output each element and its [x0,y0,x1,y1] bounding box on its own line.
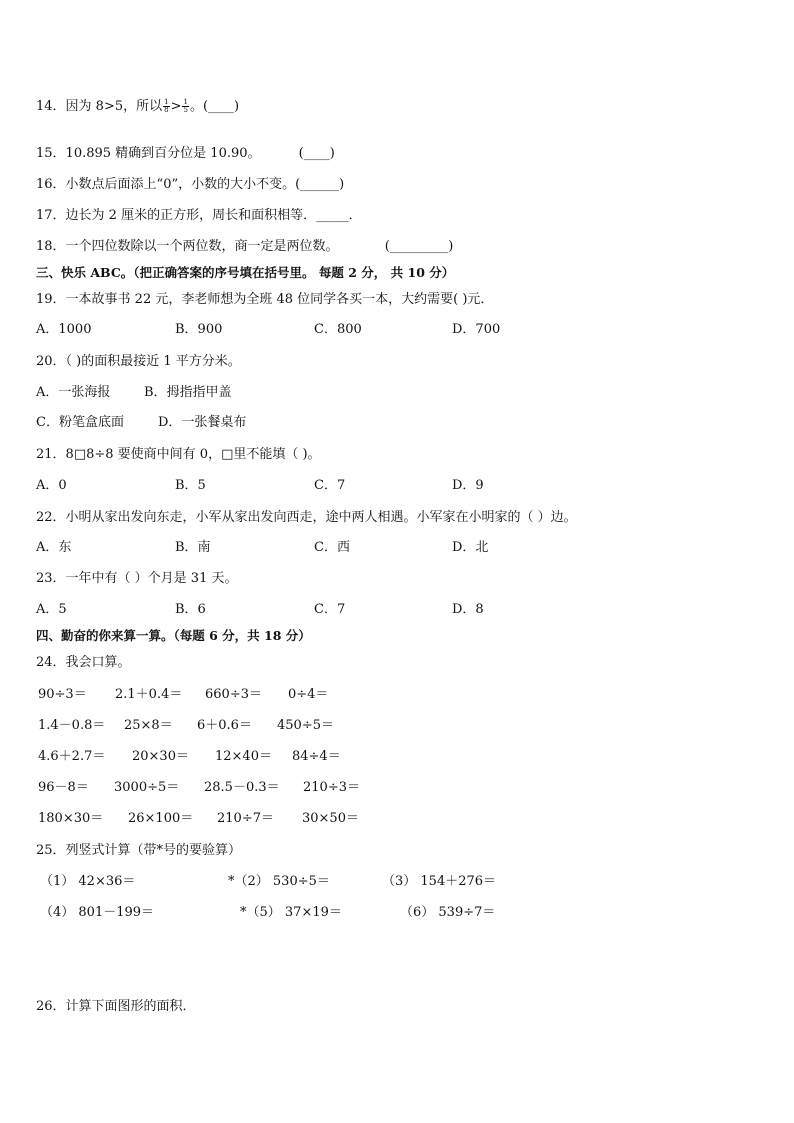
q21-option-b[interactable]: B．5 [175,478,206,493]
question-21 [36,446,321,464]
q19-option-d[interactable]: D．700 [452,322,501,337]
calc-item: 26×100＝ [128,811,194,826]
q22-option-a[interactable]: A．东 [36,540,72,555]
q14-suffix: 。(____) [189,99,240,114]
calc-item: 4.6＋2.7＝ [38,749,106,764]
q22-option-c[interactable]: C．西 [314,540,350,555]
q21-text: 21．8□8÷8 要使商中间有 0，□里不能填（ )。 [36,447,321,462]
vertical-calc-item: （3） 154＋276＝ [382,874,497,889]
calc-item: 3000÷5＝ [114,780,180,795]
q19-option-c[interactable]: C．800 [314,322,362,337]
q24-text: 24．我会口算。 [36,655,131,670]
calc-item: 12×40＝ [215,749,272,764]
calc-item: 30×50＝ [302,811,359,826]
calc-item: 28.5－0.3＝ [204,780,280,795]
q20-text: 20．（ )的面积最接近 1 平方分米。 [36,354,241,369]
question-24 [36,654,131,672]
q22-option-b[interactable]: B．南 [175,540,211,555]
calc-item: 0÷4＝ [288,687,329,702]
q22-option-d[interactable]: D．北 [452,540,489,555]
calc-item: 96－8＝ [38,780,89,795]
calc-item: 660÷3＝ [205,687,262,702]
q14-prefix: 14．因为 8>5，所以 [36,99,163,114]
q18-blank[interactable]: (_________) [384,239,454,254]
question-23 [36,570,237,588]
q22-text: 22．小明从家出发向东走，小军从家出发向西走，途中两人相遇。小军家在小明家的（ ）边。 [36,510,577,525]
q20-option-a[interactable]: A．一张海报 [36,385,111,400]
q16-text: 16．小数点后面添上“0”，小数的大小不变。(______) [36,177,345,192]
calc-item: 6＋0.6＝ [197,718,252,733]
q23-option-c[interactable]: C．7 [314,602,346,617]
vertical-calc-item: *（2） 530÷5＝ [228,874,330,889]
q23-option-b[interactable]: B．6 [175,602,206,617]
q14-gt: > [170,99,182,114]
question-14 [36,98,239,116]
fraction-1-8: $\frac{1}{8}$ [164,98,169,114]
question-18 [36,238,453,256]
q19-option-a[interactable]: A．1000 [36,322,92,337]
vertical-calc-item: *（5） 37×19＝ [240,905,342,920]
calc-item: 25×8＝ [124,718,173,733]
q26-text: 26．计算下面图形的面积． [36,999,196,1014]
vertical-calc-item: （4） 801－199＝ [40,905,155,920]
calc-item: 210÷7＝ [217,811,274,826]
section-3-title: 三、快乐 ABC。（把正确答案的序号填在括号里。 每题 2 分， 共 10 分） [36,265,455,280]
question-16 [36,176,344,194]
question-15 [36,145,335,163]
question-20 [36,353,241,371]
q19-text: 19．一本故事书 22 元，李老师想为全班 48 位同学各买一本，大约需要( )元． [36,292,494,307]
calc-item: 1.4－0.8＝ [38,718,106,733]
q15-text: 15．10.895 精确到百分位是 10.90。 [36,146,261,161]
question-26 [36,998,196,1016]
vertical-calc-item: （1） 42×36＝ [40,874,136,889]
calc-item: 450÷5＝ [277,718,334,733]
section-4-title: 四、勤奋的你来算一算。（每题 6 分，共 18 分） [36,628,311,643]
q20-option-c[interactable]: C．粉笔盒底面 [36,415,124,430]
q15-blank[interactable]: (____) [298,146,335,161]
question-17 [36,207,362,225]
q23-option-d[interactable]: D．8 [452,602,484,617]
question-19 [36,291,493,309]
q23-option-a[interactable]: A．5 [36,602,67,617]
calc-item: 20×30＝ [132,749,189,764]
question-22 [36,509,577,527]
q21-option-a[interactable]: A．0 [36,478,67,493]
q25-text: 25．列竖式计算（带*号的要验算） [36,843,242,858]
q20-option-d[interactable]: D．一张餐桌布 [158,415,247,430]
q17-text: 17．边长为 2 厘米的正方形，周长和面积相等．_____． [36,208,362,223]
calc-item: 2.1＋0.4＝ [115,687,183,702]
fraction-1-5: $\frac{1}{5}$ [183,98,188,114]
calc-item: 84÷4＝ [292,749,341,764]
calc-item: 90÷3＝ [38,687,87,702]
calc-item: 180×30＝ [38,811,104,826]
q19-option-b[interactable]: B．900 [175,322,223,337]
calc-item: 210÷3＝ [303,780,360,795]
vertical-calc-item: （6） 539÷7＝ [400,905,496,920]
q20-option-b[interactable]: B．拇指指甲盖 [144,385,232,400]
q23-text: 23．一年中有（ ）个月是 31 天。 [36,571,238,586]
q21-option-c[interactable]: C．7 [314,478,346,493]
q21-option-d[interactable]: D．9 [452,478,484,493]
question-25 [36,842,241,860]
q18-text: 18．一个四位数除以一个两位数，商一定是两位数。 [36,239,339,254]
